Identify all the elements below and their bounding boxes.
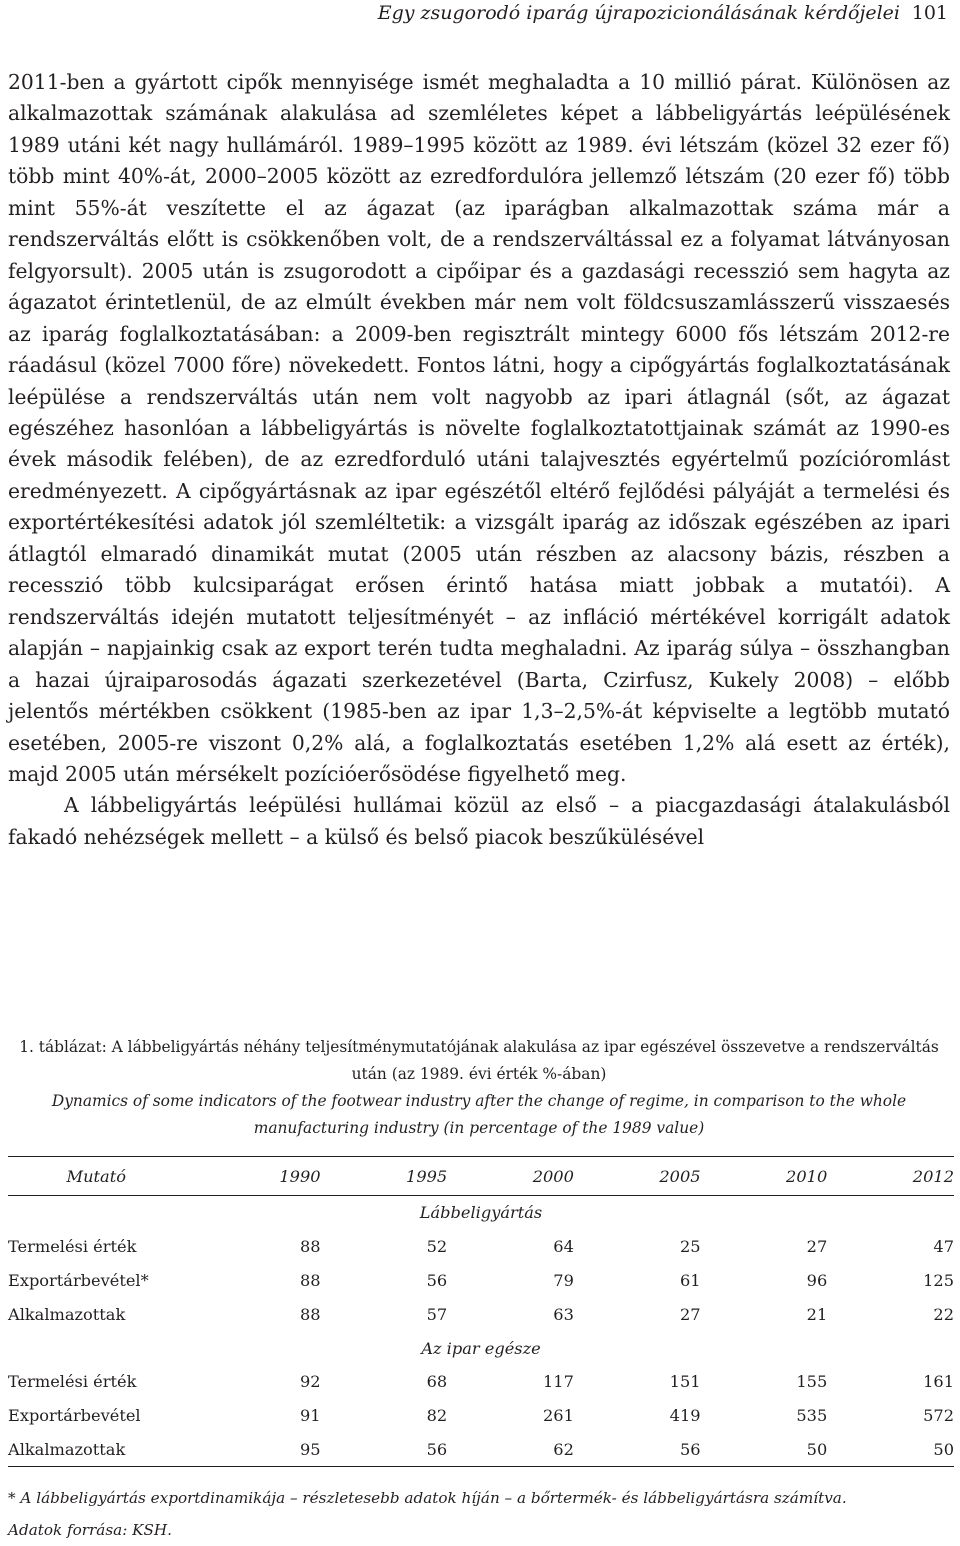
section-title: Az ipar egésze	[421, 1338, 541, 1358]
section-header-row	[8, 1331, 954, 1365]
table-cell: 56	[574, 1433, 701, 1467]
table-cell: 63	[553, 1304, 574, 1324]
row-label: Exportárbevétel*	[8, 1270, 149, 1290]
table-cell: 419	[669, 1406, 701, 1426]
column-header: 1990	[279, 1166, 321, 1186]
table-cell: 47	[933, 1237, 954, 1257]
section-header-row	[8, 1196, 954, 1230]
section-title: Lábbeligyártás	[419, 1203, 543, 1223]
table-cell: 535	[796, 1406, 828, 1426]
table-cell: 52	[426, 1237, 448, 1257]
table-row	[8, 1230, 954, 1264]
table-cell: 56	[426, 1270, 448, 1290]
table-cell: 64	[553, 1237, 574, 1257]
table-cell: 50	[701, 1433, 828, 1467]
row-label: Termelési érték	[8, 1372, 137, 1392]
table-cell: 88	[299, 1304, 321, 1324]
table-row	[8, 1399, 954, 1433]
body-text	[8, 67, 950, 853]
row-label: Exportárbevétel	[8, 1406, 141, 1426]
data-source: Adatok forrása: KSH.	[8, 1521, 172, 1539]
table-cell: 91	[299, 1406, 321, 1426]
table-footnote	[8, 1482, 954, 1546]
table-cell: 27	[679, 1304, 701, 1324]
table-cell: 88	[299, 1237, 321, 1257]
paragraph-2: A lábbeligyártás leépülési hullámai közül az első – a piacgazdasági átalakulásból fakadó nehézségek mellett – a külső és belső piacok beszűkülésével	[8, 793, 950, 849]
table-cell: 161	[923, 1372, 954, 1392]
table-cell: 50	[827, 1433, 954, 1467]
table-cell: 62	[447, 1433, 574, 1467]
table-cell: 125	[923, 1270, 954, 1290]
table-cell: 155	[796, 1372, 828, 1392]
page-number: 101	[911, 2, 948, 24]
row-label: Alkalmazottak	[8, 1433, 185, 1467]
table-cell: 56	[321, 1433, 448, 1467]
table-cell: 82	[426, 1406, 448, 1426]
table-cell: 88	[299, 1270, 321, 1290]
footnote-note: * A lábbeligyártás exportdinamikája – részletesebb adatok híján – a bőrtermék- és lábbeligyártásra számítva.	[8, 1489, 847, 1507]
table-cell: 95	[185, 1433, 321, 1467]
column-header: 2005	[659, 1166, 701, 1186]
table-row	[8, 1433, 954, 1467]
table-caption	[8, 1034, 950, 1142]
running-title: Egy zsugorodó iparág újrapozicionálásának kérdőjelei	[377, 2, 900, 24]
column-header: 1995	[406, 1166, 448, 1186]
table-row	[8, 1297, 954, 1331]
row-label: Alkalmazottak	[8, 1304, 126, 1324]
table-cell: 92	[299, 1372, 321, 1392]
caption-english: Dynamics of some indicators of the footwear industry after the change of regime, in comparison to the whole manufacturing industry (in percentage of the 1989 value)	[51, 1092, 907, 1137]
table-cell: 21	[806, 1304, 828, 1324]
table-cell: 61	[679, 1270, 701, 1290]
table-cell: 151	[669, 1372, 701, 1392]
running-header	[0, 0, 948, 26]
table-cell: 68	[426, 1372, 448, 1392]
data-table	[8, 1156, 954, 1467]
table-cell: 22	[933, 1304, 954, 1324]
column-header: 2010	[786, 1166, 828, 1186]
table-cell: 96	[806, 1270, 828, 1290]
caption-hungarian: 1. táblázat: A lábbeligyártás néhány teljesítménymutatójának alakulása az ipar egészével összevetve a rendszerváltás után (az 1989. évi érték %-ában)	[19, 1038, 939, 1083]
table-header-row	[8, 1157, 954, 1196]
table-cell: 572	[923, 1406, 954, 1426]
table-row	[8, 1365, 954, 1399]
table-cell: 261	[543, 1406, 574, 1426]
row-label: Termelési érték	[8, 1237, 137, 1257]
paragraph-1: 2011-ben a gyártott cipők mennyisége ismét meghaladta a 10 millió párat. Különösen az alkalmazottak számának alakulása ad szemléletes képet a lábbeligyártás leépülésének 1989 utáni két nagy hullámáról. 1989–1995 között az 1989. évi létszám (közel 32 ezer fő) több mint 40%-át, 2000–2005 között az ezredfordulóra jellemző létszám (20 ezer fő) több mint 55%-át veszítette el az ágazat (az iparágban alkalmazottak száma már a rendszerváltás előtt is csökkenőben volt, de a rendszerváltással ez a folyamat látványosan felgyorsult). 2005 után is zsugorodott a cipőipar és a gazdasági recesszió sem hagyta az ágazatot érintetlenül, de az elmúlt években már nem volt földcsuszamlásszerű visszaesés az iparág foglalkoztatásában: a 2009-ben regisztrált mintegy 6000 fős létszám 2012-re ráadásul (közel 7000 főre) növekedett. Fontos látni, hogy a cipőgyártás foglalkoztatásának leépülése a rendszerváltás után nem volt nagyobb az ipari átlagnál (sőt, az ágazat egészéhez hasonlóan a lábbeligyártás is növelte foglalkoztatottjainak számát az 1990-es évek második felében), de az ezredforduló utáni talajvesztés egyértelmű pozícióromlást eredményezett. A cipőgyártásnak az ipar egészétől eltérő fejlődési pályáját a termelési és exportértékesítési adatok jól szemléltetik: a vizsgált iparág az időszak egészében az ipari átlagtól elmaradó dinamikát mutat (2005 után részben az alacsony bázis, részben a recesszió több kulcsiparágat erősen érintő hatása miatt jobbak a mutatói). A rendszerváltás idején mutatott teljesítményét – az infláció mértékével korrigált adatok alapján – napjainkig csak az export terén tudta meghaladni. Az iparág súlya – összhangban a hazai újraiparosodás ágazati szerkezetével (Barta, Czirfusz, Kukely 2008) – előbb jelentős mértékben csökkent (1985-ben az ipar 1,3–2,5%-át képviselte a legtöbb mutató esetében, 2005-re viszont 0,2% alá, a foglalkoztatás esetében 1,2% alá esett az érték), majd 2005 után mérsékelt pozícióerősödése figyelhető meg.	[8, 70, 950, 786]
table-cell: 25	[679, 1237, 701, 1257]
table-cell: 117	[543, 1372, 574, 1392]
column-header: 2000	[532, 1166, 574, 1186]
table-cell: 57	[426, 1304, 448, 1324]
column-header: 2012	[912, 1166, 954, 1186]
table-row	[8, 1264, 954, 1298]
table-cell: 79	[553, 1270, 574, 1290]
table-cell: 27	[806, 1237, 828, 1257]
data-table-container	[8, 1156, 954, 1467]
column-header: Mutató	[66, 1166, 126, 1186]
